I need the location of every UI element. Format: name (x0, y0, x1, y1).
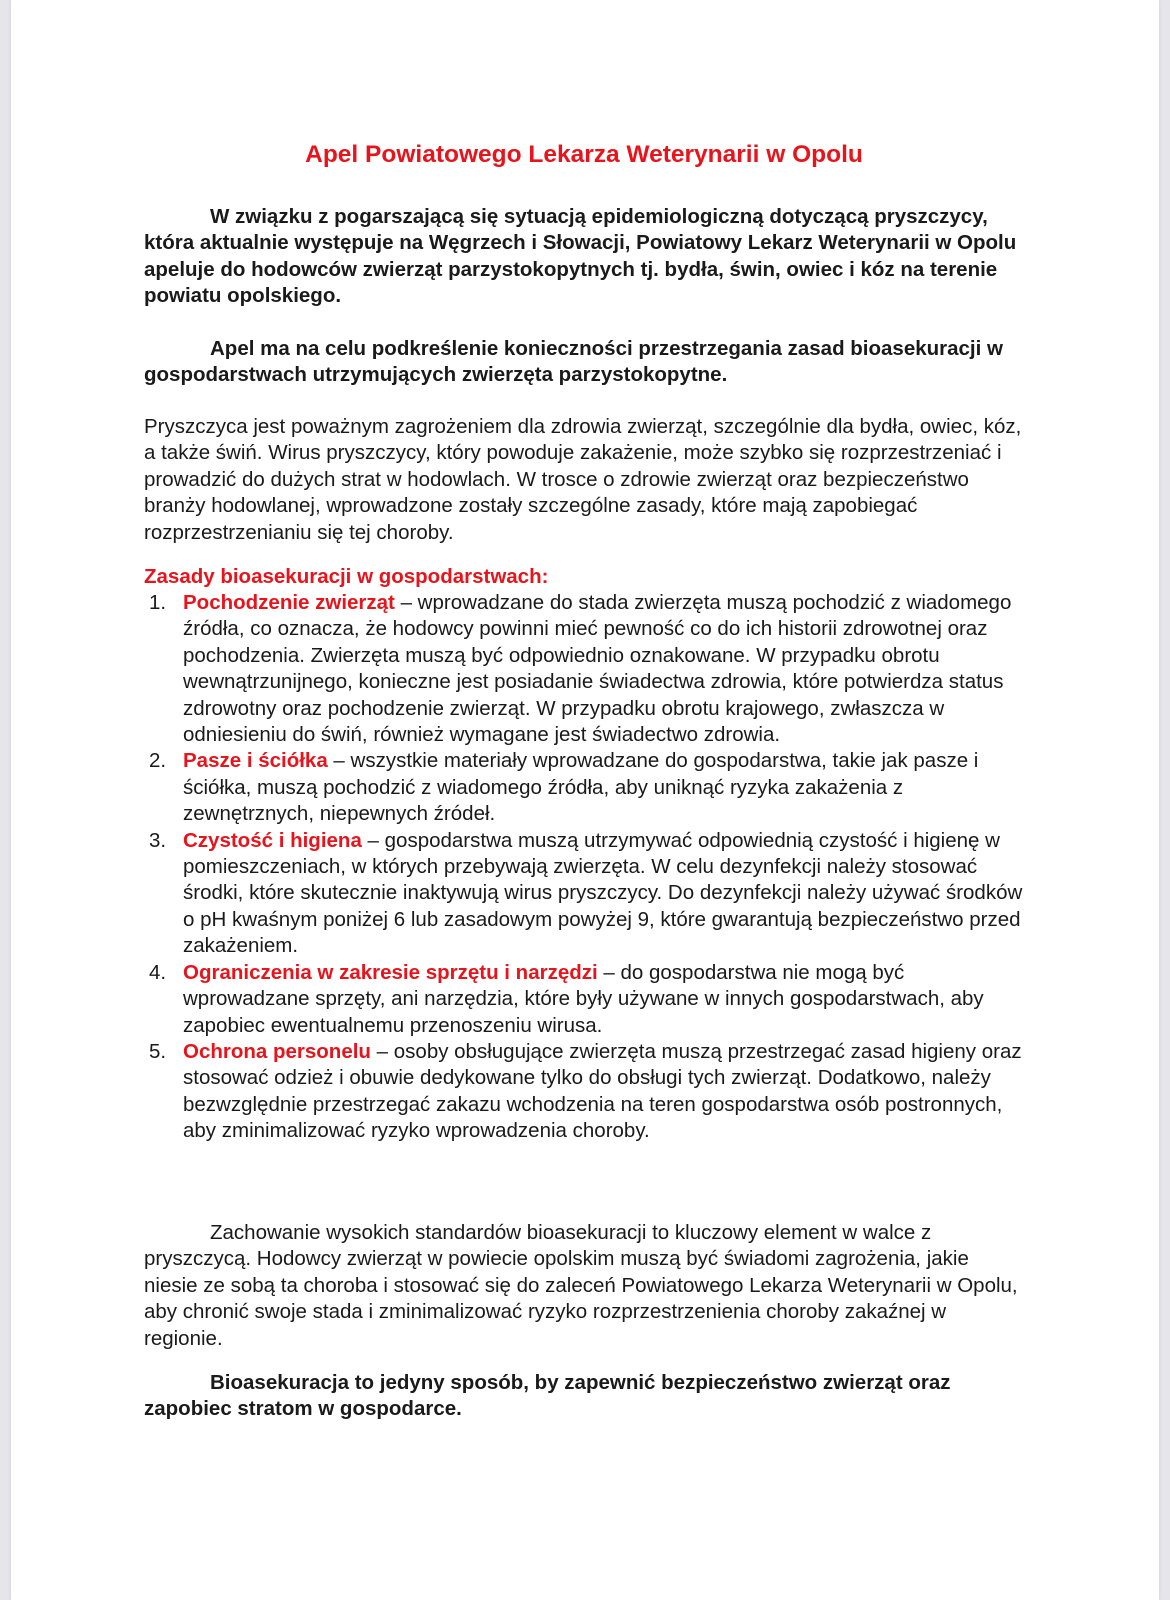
rule-text: – osoby obsługujące zwierzęta muszą przestrzegać zasad higieny oraz stosować odzież i obuwie dedykowane tylko do obsługi tych zwierząt. Dodatkowo, należy bezwzględnie przestrzegać zakazu wchodzenia na teren gospodarstwa osób postronnych, aby zminimalizować ryzyko wprowadzenia choroby. (183, 1039, 1022, 1143)
rule-number: 2. (149, 749, 167, 773)
rule-text: – wszystkie materiały wprowadzane do gospodarstwa, takie jak pasze i ściółka, muszą pochodzić z wiadomego źródła, aby uniknąć ryzyka zakażenia z zewnętrznych, niepewnych źródeł. (183, 749, 979, 826)
rules-list (144, 590, 1024, 1145)
rule-term: Ochrona personelu (183, 1039, 371, 1063)
intro-paragraph (144, 204, 1024, 310)
rule-text: – do gospodarstwa nie mogą być wprowadzane sprzęty, ani narzędzia, które były używane w innych gospodarstwach, aby zapobiec ewentualnemu przenoszeniu wirusa. (183, 960, 984, 1037)
document-page (11, 0, 1159, 1600)
rule-number: 4. (149, 960, 167, 984)
rule-number: 1. (149, 591, 167, 614)
body-paragraph: Pryszczyca jest poważnym zagrożeniem dla zdrowia zwierząt, szczególnie dla bydła, owiec, kóz, a także świń. Wirus pryszczycy, który powoduje zakażenie, może szybko się rozprzestrzeniać i prowadzić do dużych strat w hodowlach. W trosce o zdrowie zwierząt oraz bezpieczeństwo branży hodowlanej, wprowadzone zostały szczególne zasady, które mają zapobiegać rozprzestrzenianiu się tej choroby. (144, 415, 1022, 544)
rule-term: Pochodzenie zwierząt (183, 591, 395, 614)
rule-text: – gospodarstwa muszą utrzymywać odpowiednią czystość i higienę w pomieszczeniach, w których przebywają zwierzęta. W celu dezynfekcji należy stosować środki, które skutecznie inaktywują wirus pryszczycy. Do dezynfekcji należy używać środków o pH kwaśnym poniżej 6 lub zasadowym powyżej 9, które gwarantują bezpieczeństwo przed zakażeniem. (183, 828, 1023, 958)
rule-item (144, 828, 1024, 960)
closing-text: Zachowanie wysokich standardów bioasekuracji to kluczowy element w walce z pryszczycą. Hodowcy zwierząt w powiecie opolskim muszą być świadomi zagrożenia, jakie niesie ze sobą ta choroba i stosować się do zaleceń Powiatowego Lekarza Weterynarii w Opolu, aby chronić swoje stada i zminimalizować ryzyko rozprzestrzenienia choroby zakaźnej w regionie. (144, 1221, 1018, 1350)
final-text: Bioasekuracja to jedyny sposób, by zapewnić bezpieczeństwo zwierząt oraz zapobiec stratom w gospodarce. (144, 1371, 951, 1421)
rule-number: 5. (149, 1039, 167, 1063)
final-statement (144, 1370, 1024, 1423)
rule-term: Ograniczenia w zakresie sprzętu i narzędzi (183, 960, 598, 984)
rules-heading: Zasady bioasekuracji w gospodarstwach: (144, 565, 549, 588)
closing-paragraph (144, 1220, 1024, 1352)
rule-item (144, 590, 1024, 748)
rule-number: 3. (149, 828, 167, 852)
rule-item (144, 960, 1024, 1039)
rule-term: Czystość i higiena (183, 828, 362, 852)
aim-paragraph (144, 336, 1024, 389)
document-title: Apel Powiatowego Lekarza Weterynarii w Opolu (305, 141, 863, 168)
rule-item (144, 1039, 1024, 1145)
aim-text: Apel ma na celu podkreślenie konieczności przestrzegania zasad bioasekuracji w gospodarstwach utrzymujących zwierzęta parzystokopytne. (144, 337, 1003, 387)
rule-term: Pasze i ściółka (183, 749, 328, 773)
intro-text: W związku z pogarszającą się sytuacją epidemiologiczną dotyczącą pryszczycy, która aktualnie występuje na Węgrzech i Słowacji, Powiatowy Lekarz Weterynarii w Opolu apeluje do hodowców zwierząt parzystokopytnych tj. bydła, świn, owiec i kóz na terenie powiatu opolskiego. (144, 205, 1017, 308)
rule-item (144, 748, 1024, 827)
rule-text: – wprowadzane do stada zwierzęta muszą pochodzić z wiadomego źródła, co oznacza, że hodowcy powinni mieć pewność co do ich historii zdrowotnej oraz pochodzenia. Zwierzęta muszą być odpowiednio oznakowane. W przypadku obrotu wewnątrzunijnego, konieczne jest posiadanie świadectwa zdrowia, które potwierdza status zdrowotny oraz pochodzenie zwierząt. W przypadku obrotu krajowego, zwłaszcza w odniesieniu do świń, również wymagane jest świadectwo zdrowia. (183, 591, 1012, 747)
